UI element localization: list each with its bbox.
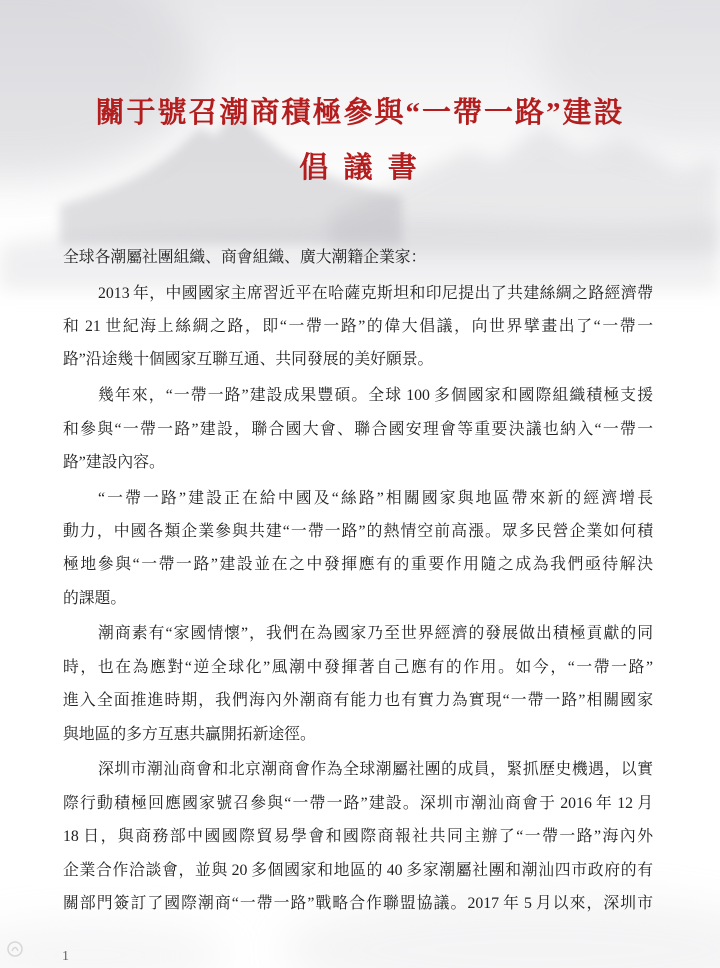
salutation: 全球各潮屬社團組織、商會組織、廣大潮籍企業家： <box>63 249 427 266</box>
paragraph-1 <box>63 277 653 377</box>
body-line: “一帶一路”建設正在給中國及“絲路”相關國家與地區帶來新的經濟增長 <box>98 489 653 507</box>
document-body <box>63 241 653 920</box>
page-number: 1 <box>62 949 69 964</box>
body-line: 路”建設內容。 <box>63 453 165 471</box>
paragraph-2 <box>63 379 653 479</box>
body-line: 極地參與“一帶一路”建設並在之中發揮應有的重要作用隨之成為我們亟待解決 <box>63 556 653 574</box>
bottom-mist <box>0 920 230 968</box>
body-line: 2013 年，中國國家主席習近平在哈薩克斯坦和印尼提出了共建絲綢之路經濟帶 <box>98 284 653 302</box>
body-line: 18 日，與商務部中國國際貿易學會和國際商報社共同主辦了“一帶一路”海內外 <box>63 828 653 846</box>
body-line: 深圳市潮汕商會和北京潮商會作為全球潮屬社團的成員，緊抓歷史機遇，以實 <box>98 761 653 779</box>
paragraph-3 <box>63 482 653 616</box>
body-line: 的課題。 <box>63 589 127 607</box>
body-line: 路”沿途幾十個國家互聯互通、共同發展的美好願景。 <box>63 351 434 369</box>
document-title-proposal: 倡 議 書 <box>299 152 421 184</box>
document-title: 關于號召潮商積極參與“一帶一路”建設 <box>95 97 625 129</box>
paragraph-5 <box>63 753 653 920</box>
body-line: 進入全面推進時期，我們海內外潮商有能力也有實力為實現“一帶一路”相關國家 <box>63 692 653 710</box>
body-line: 和 21 世紀海上絲綢之路，即“一帶一路”的偉大倡議，向世界擘畫出了“一帶一 <box>63 318 653 336</box>
watermark-logo-icon <box>6 940 24 958</box>
body-line: 與地區的多方互惠共贏開拓新途徑。 <box>63 725 316 743</box>
body-line: 和參與“一帶一路”建設，聯合國大會、聯合國安理會等重要決議也納入“一帶一 <box>63 420 653 438</box>
paragraph-4 <box>63 617 653 751</box>
body-line: 潮商素有“家國情懷”，我們在為國家乃至世界經濟的發展做出積極貢獻的同 <box>98 625 653 643</box>
body-line: 幾年來，“一帶一路”建設成果豐碩。全球 100 多個國家和國際組織積極支援 <box>98 387 653 405</box>
body-line: 際行動積極回應國家號召參與“一帶一路”建設。深圳市潮汕商會于 2016 年 12 月 <box>63 794 653 812</box>
watermark-logo <box>6 940 24 958</box>
body-line: 企業合作洽談會，並與 20 多個國家和地區的 40 多家潮屬社團和潮汕四市政府的有 <box>63 861 653 879</box>
body-line: 動力，中國各類企業參與共建“一帶一路”的熱情空前高漲。眾多民營企業如何積 <box>63 523 653 541</box>
body-line: 關部門簽訂了國際潮商“一帶一路”戰略合作聯盟協議。2017 年 5 月以來，深圳市 <box>63 894 653 912</box>
body-line: 時，也在為應對“逆全球化”風潮中發揮著自己應有的作用。如今，“一帶一路” <box>63 658 653 676</box>
